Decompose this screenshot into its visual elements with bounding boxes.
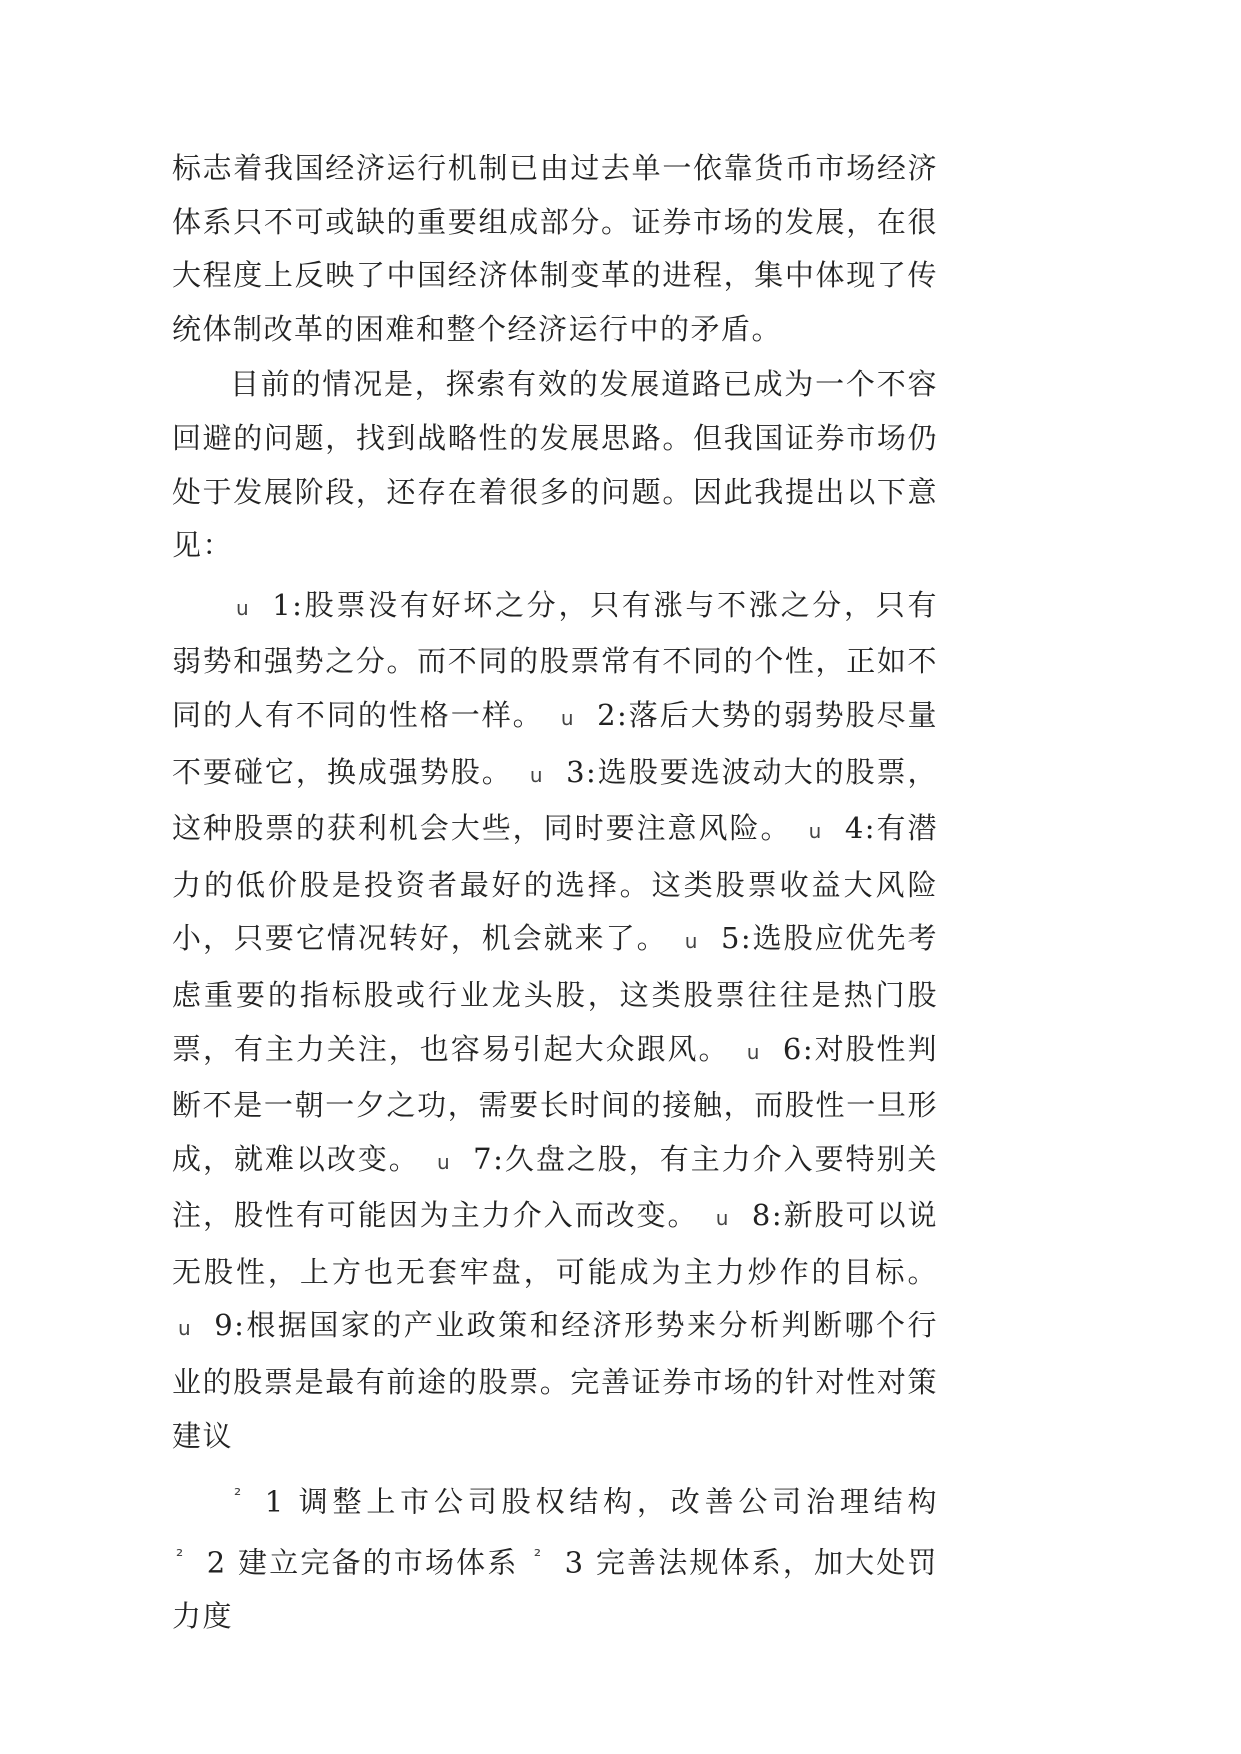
bullet-icon: u [529,762,545,787]
bullet-icon: u [236,595,251,620]
bullet-list [172,579,938,1464]
bullet-icon: u [684,929,699,954]
bullet-item-9: 9:根据国家的产业政策和经济形势来分析判断哪个行业的股票是最有前途的股票。 [172,1308,938,1400]
bullet-item-8: 8:新股可以说无股性，上方也无套牢盘，可能成为主力炒作的目标。 [172,1198,939,1289]
bullet-item-5: 5:选股应优先考虑重要的指标股或行业龙头股，这类股票往往是热门股票，有主力关注，也容易引起大众跟风。 [172,921,938,1066]
section-title: 完善证券市场的针对性对策建议 [172,1365,938,1453]
bullet-item-2: 2:落后大势的弱势股尽量不要碰它，换成强势股。 [172,697,938,789]
recommendation-list [172,1469,938,1643]
rec-marker-icon: ² [533,1545,543,1567]
recommendation-2: 2 建立完备的市场体系 [206,1545,519,1580]
rec-marker-icon: ² [234,1485,243,1507]
rec-marker-icon: ² [176,1545,185,1567]
bullet-item-7: 7:久盘之股，有主力介入要特别关注，股性有可能因为主力介入而改变。 [172,1141,938,1233]
bullet-icon: u [560,705,576,730]
paragraph-intro: 标志着我国经济运行机制已由过去单一依靠货币市场经济体系只不可或缺的重要组成部分。证券市场的发展，在很大程度上反映了中国经济体制变革的进程，集中体现了传统体制改革的困难和整个经济运行中的矛盾。 [172,151,938,346]
bullet-icon: u [178,1316,193,1341]
recommendation-3: 3 完善法规体系，加大处罚力度 [172,1545,939,1633]
bullet-item-6: 6:对股性判断不是一朝一夕之功，需要长时间的接触，而股性一旦形成，就难以改变。 [172,1031,938,1176]
bullet-icon: u [746,1039,761,1064]
bullet-item-4: 4:有潜力的低价股是投资者最好的选择。这类股票收益大风险小，只要它情况转好，机会就来了。 [172,811,938,956]
bullet-icon: u [715,1206,730,1231]
bullet-item-3: 3:选股要选波动大的股票，这种股票的获利机会大些，同时要注意风险。 [172,754,938,846]
paragraph-situation: 目前的情况是，探索有效的发展道路已成为一个不容回避的问题，找到战略性的发展思路。但我国证券市场仍处于发展阶段，还存在着很多的问题。因此我提出以下意见： [172,367,938,563]
bullet-icon: u [808,819,823,844]
body-text [172,142,938,1643]
recommendation-1: 1 调整上市公司股权结构，改善公司治理结构 [264,1484,938,1519]
bullet-icon: u [436,1149,452,1174]
bullet-item-1: 1:股票没有好坏之分，只有涨与不涨之分，只有弱势和强势之分。而不同的股票常有不同的个性，正如不同的人有不同的性格一样。 [172,587,938,732]
